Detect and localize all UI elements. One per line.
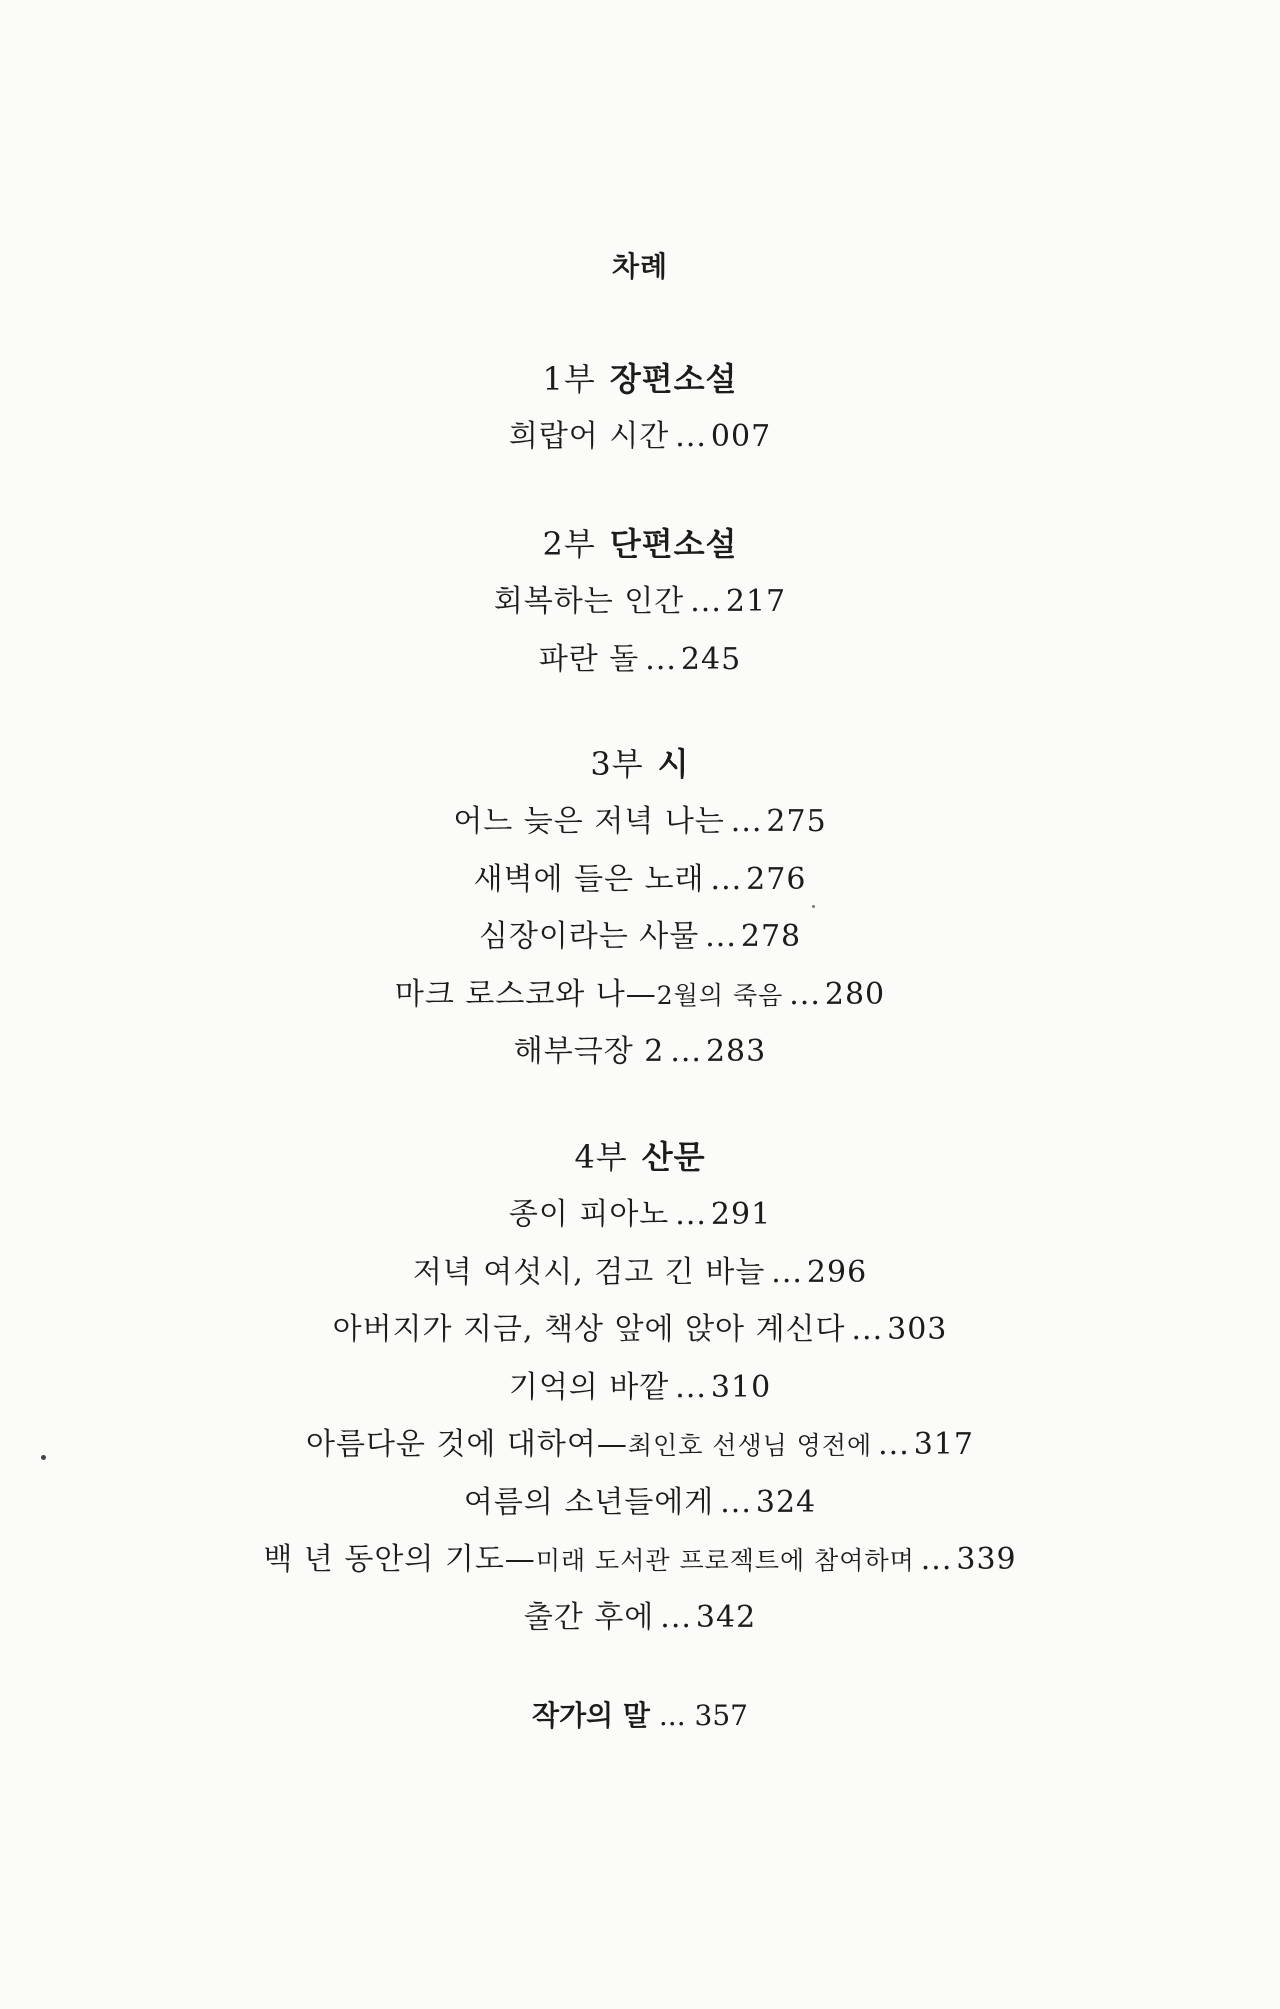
entry-page-number: 296 bbox=[806, 1254, 868, 1290]
part-number: 2부 bbox=[542, 525, 596, 563]
toc-closing-entry bbox=[0, 1692, 1280, 1740]
entry-page-number: 283 bbox=[705, 1034, 767, 1069]
part-name: 산문 bbox=[641, 1138, 706, 1176]
leader-dots: ... bbox=[705, 919, 737, 954]
entry-title: 해부극장 2 bbox=[513, 1034, 665, 1069]
entry-title: 희랍어 시간 bbox=[508, 419, 670, 454]
entry-title: 마크 로스코와 나— bbox=[394, 976, 657, 1012]
part-number: 1부 bbox=[542, 360, 596, 398]
toc-entry bbox=[0, 1359, 1280, 1417]
part-name: 장편소설 bbox=[609, 360, 738, 398]
entry-title: 출간 후에 bbox=[523, 1599, 655, 1635]
entry-subtitle: 미래 도서관 프로젝트에 참여하며 bbox=[535, 1546, 915, 1575]
toc-entry bbox=[0, 1023, 1280, 1081]
paper-speck bbox=[41, 1455, 46, 1460]
part-number: 3부 bbox=[590, 745, 644, 783]
leader-dots: ... bbox=[645, 641, 677, 677]
paper-speck bbox=[812, 905, 815, 908]
part-number: 4부 bbox=[574, 1138, 628, 1176]
toc-entry bbox=[0, 1186, 1280, 1244]
toc-entry bbox=[0, 793, 1280, 851]
entry-title: 종이 피아노 bbox=[508, 1197, 670, 1232]
part-heading bbox=[0, 350, 1280, 408]
entry-page-number: 217 bbox=[725, 584, 787, 619]
entry-title: 저녁 여섯시, 검고 긴 바늘 bbox=[412, 1254, 766, 1290]
entry-title: 파란 돌 bbox=[538, 641, 640, 677]
toc-entry bbox=[0, 1244, 1280, 1302]
entry-title: 여름의 소년들에게 bbox=[463, 1484, 715, 1520]
toc-part bbox=[0, 515, 1280, 688]
toc-entry bbox=[0, 408, 1280, 466]
part-heading bbox=[0, 735, 1280, 793]
page-title: 차례 bbox=[611, 250, 669, 283]
entry-page-number: 276 bbox=[746, 861, 807, 897]
entry-page-number: 245 bbox=[680, 641, 742, 677]
entry-page-number: 303 bbox=[887, 1312, 948, 1347]
entry-page-number: 339 bbox=[956, 1542, 1017, 1577]
toc-entry bbox=[0, 966, 1280, 1024]
part-heading bbox=[0, 1128, 1280, 1186]
part-name: 단편소설 bbox=[609, 525, 738, 563]
closing-entry-title: 작가의 말 bbox=[532, 1699, 650, 1732]
entry-title: 아버지가 지금, 책상 앞에 앉아 계신다 bbox=[332, 1312, 846, 1347]
entry-page-number: 291 bbox=[710, 1197, 772, 1232]
entry-title: 새벽에 들은 노래 bbox=[473, 861, 705, 897]
entry-page-number: 342 bbox=[695, 1599, 757, 1635]
toc-entry bbox=[0, 1589, 1280, 1647]
entry-page-number: 317 bbox=[913, 1427, 975, 1462]
leader-dots: ... bbox=[851, 1312, 884, 1347]
toc-entry bbox=[0, 1474, 1280, 1532]
leader-dots: ... bbox=[690, 584, 722, 619]
entry-page-number: 275 bbox=[766, 804, 827, 839]
toc-entry bbox=[0, 1531, 1280, 1589]
toc-entry bbox=[0, 851, 1280, 909]
entry-page-number: 278 bbox=[740, 919, 802, 954]
leader-dots: ... bbox=[675, 419, 707, 454]
toc-entry bbox=[0, 631, 1280, 689]
leader-dots: ... bbox=[675, 1197, 707, 1232]
part-name: 시 bbox=[657, 745, 690, 783]
entry-subtitle: 2월의 죽음 bbox=[656, 980, 784, 1010]
leader-dots: ... bbox=[771, 1254, 803, 1290]
entry-subtitle: 최인호 선생님 영전에 bbox=[627, 1431, 873, 1460]
entry-page-number: 324 bbox=[755, 1484, 817, 1520]
leader-dots: ... bbox=[730, 804, 763, 839]
entry-title: 백 년 동안의 기도— bbox=[263, 1542, 536, 1577]
leader-dots: ... bbox=[720, 1484, 752, 1520]
leader-dots: ... bbox=[670, 1034, 702, 1069]
entry-title: 심장이라는 사물 bbox=[478, 919, 700, 954]
entry-page-number: 007 bbox=[710, 419, 772, 454]
part-heading bbox=[0, 515, 1280, 573]
leader-dots: ... bbox=[660, 1599, 692, 1635]
toc-entry bbox=[0, 1301, 1280, 1359]
leader-dots: ... bbox=[878, 1427, 910, 1462]
leader-dots: ... bbox=[675, 1369, 707, 1405]
toc-entry bbox=[0, 573, 1280, 631]
entry-title: 아름다운 것에 대하여— bbox=[305, 1427, 628, 1462]
entry-page-number: 280 bbox=[824, 976, 886, 1012]
closing-entry-page: 357 bbox=[694, 1699, 748, 1732]
entry-title: 어느 늦은 저녁 나는 bbox=[453, 804, 725, 839]
entry-title: 회복하는 인간 bbox=[493, 584, 685, 619]
toc-entry bbox=[0, 908, 1280, 966]
toc-part bbox=[0, 735, 1280, 1081]
leader-dots: ... bbox=[920, 1542, 953, 1577]
leader-dots: ... bbox=[658, 1699, 686, 1732]
leader-dots: ... bbox=[710, 861, 743, 897]
leader-dots: ... bbox=[789, 976, 821, 1012]
entry-title: 기억의 바깥 bbox=[508, 1369, 670, 1405]
toc-part bbox=[0, 350, 1280, 466]
toc-entry bbox=[0, 1416, 1280, 1474]
entry-page-number: 310 bbox=[710, 1369, 772, 1405]
toc-part bbox=[0, 1128, 1280, 1646]
